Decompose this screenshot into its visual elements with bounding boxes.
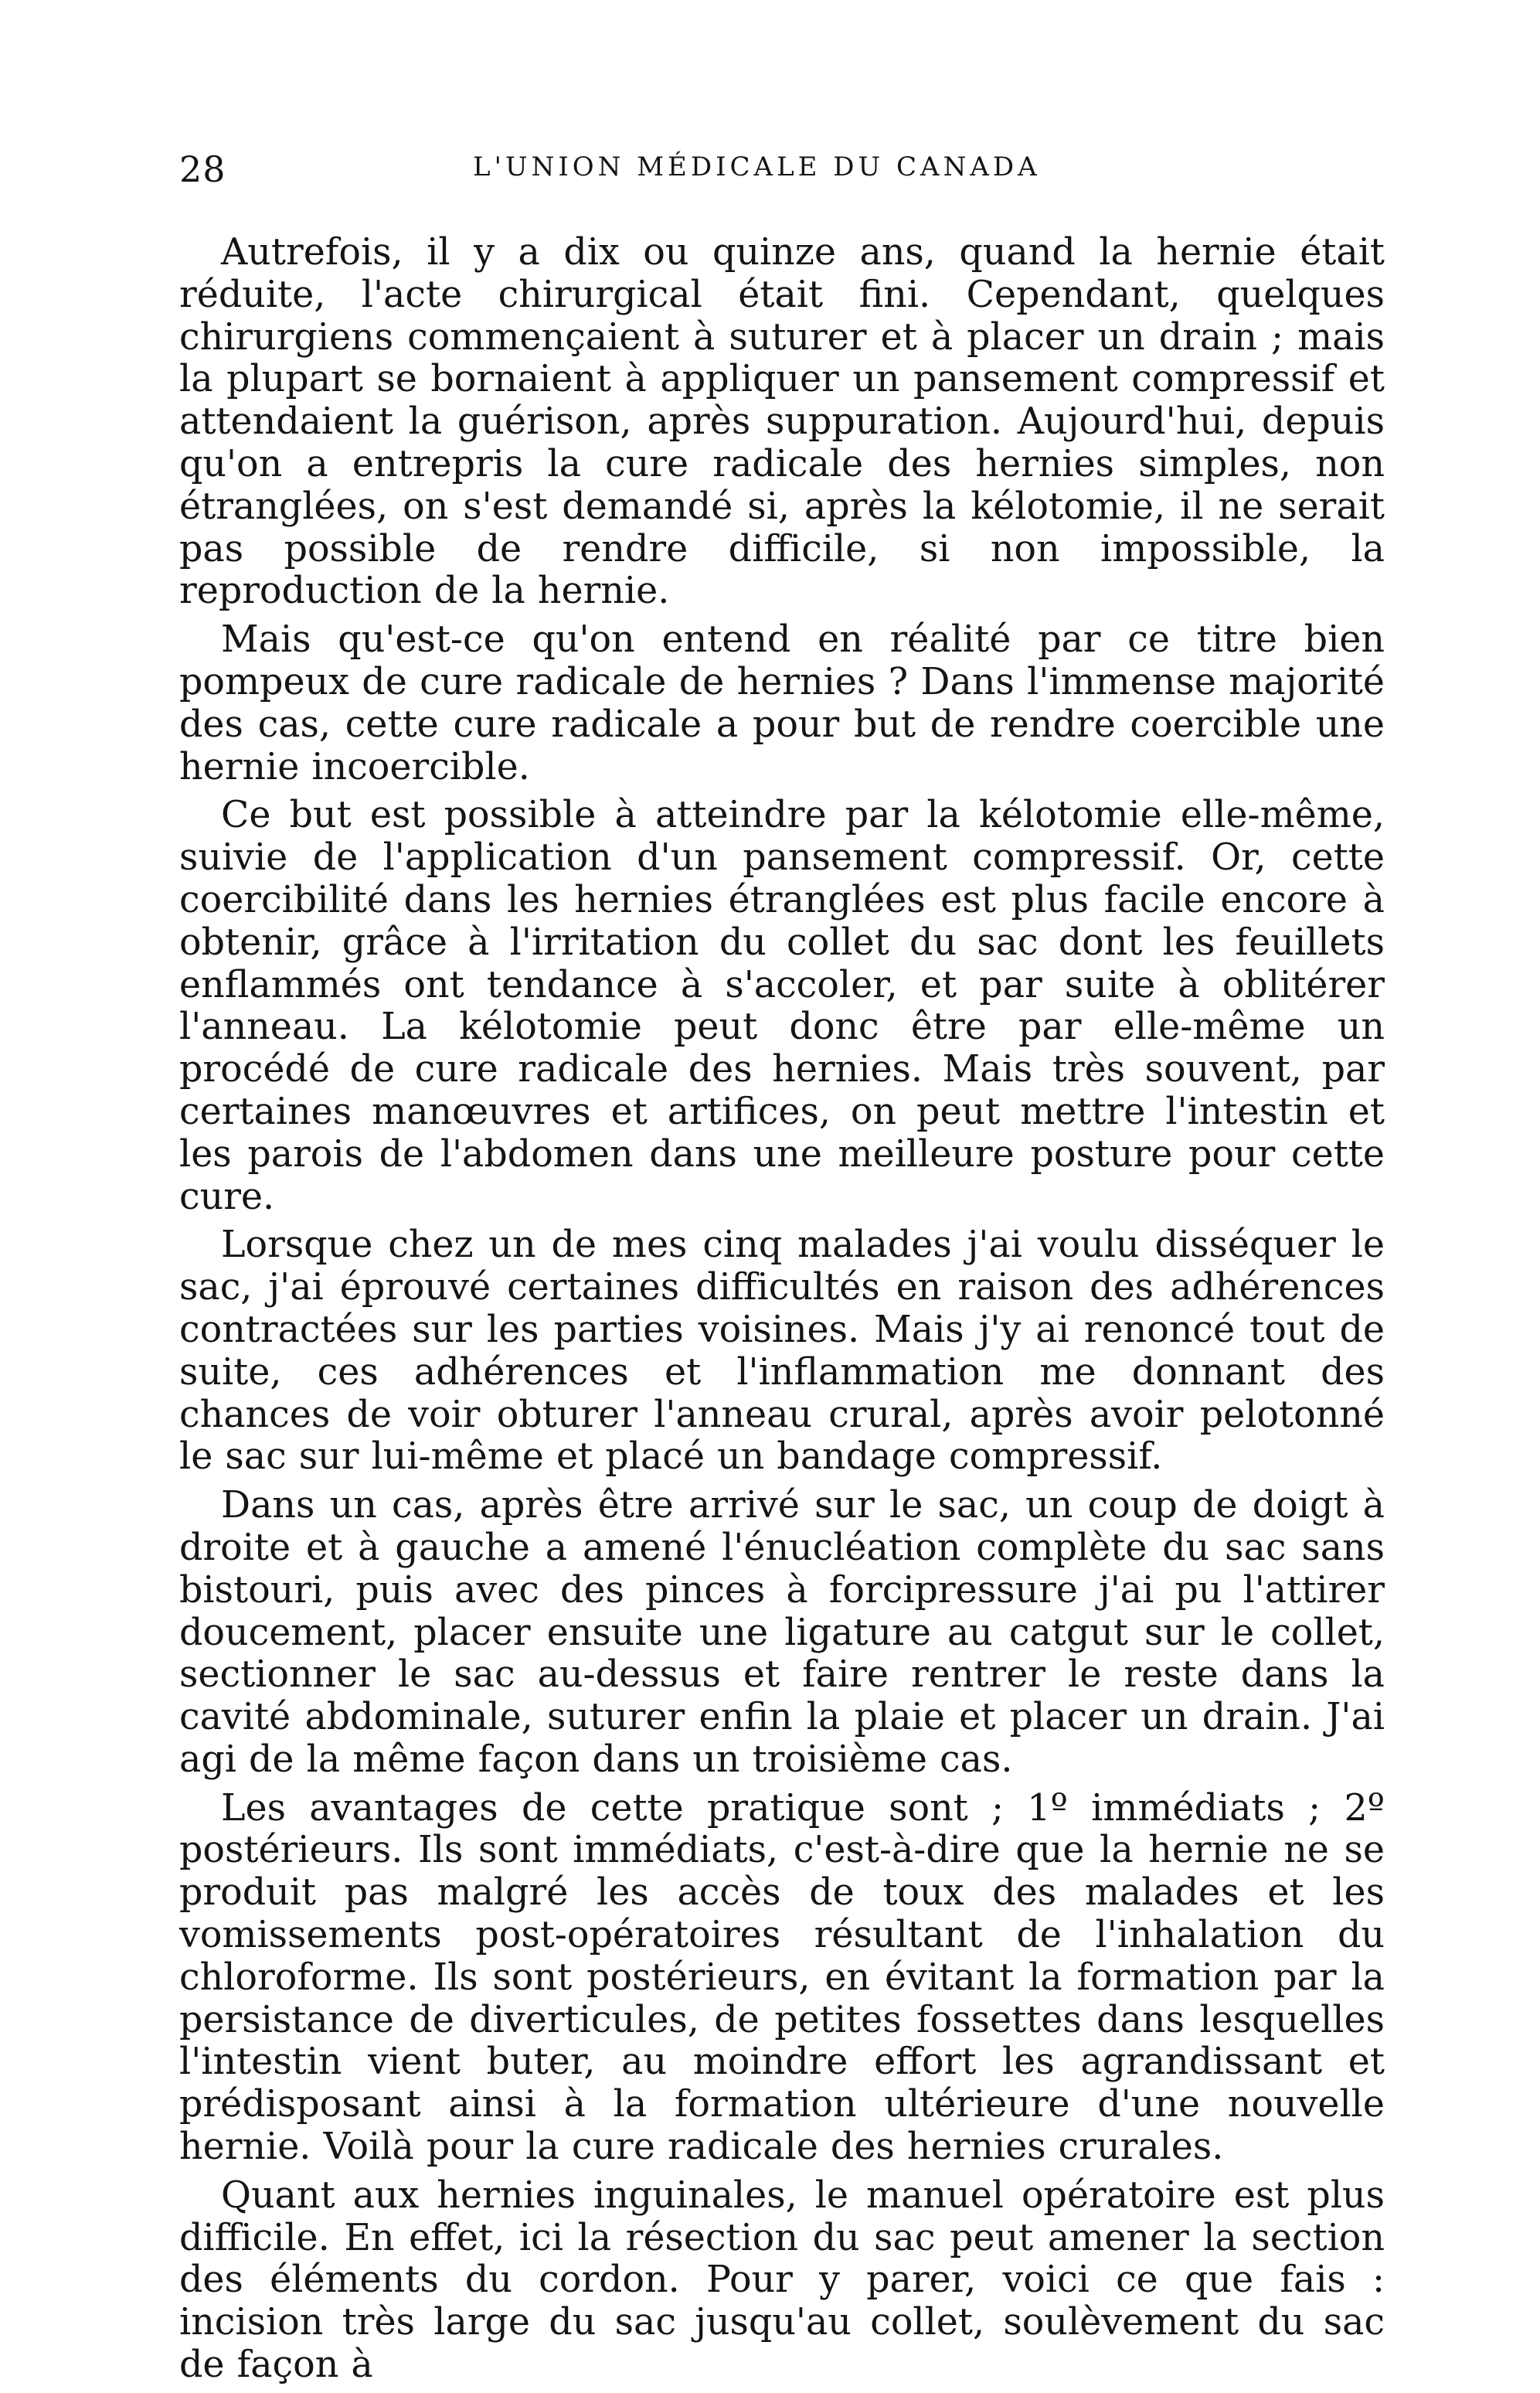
- page-number: 28: [179, 148, 226, 190]
- paragraph-3: Ce but est possible à atteindre par la kélotomie elle-même, suivie de l'application d'un pansement compressif. Or, cette coercibilité dans les hernies étranglées est plus facile encore à obtenir, grâce à l'irritation du collet du sac dont les feuillets enflammés ont tendance à s'accoler, et par suite à oblitérer l'anneau. La kélotomie peut donc être par elle-même un procédé de cure radicale des hernies. Mais très souvent, par certaines manœuvres et artifices, on peut mettre l'intestin et les parois de l'abdomen dans une meilleure posture pour cette cure.: [179, 794, 1385, 1218]
- paragraph-2: Mais qu'est-ce qu'on entend en réalité par ce titre bien pompeux de cure radicale de hernies ? Dans l'immense majorité des cas, cette cure radicale a pour but de rendre coercible une hernie incoercible.: [179, 618, 1385, 788]
- body-text: [179, 232, 1385, 2393]
- running-header: [179, 148, 1385, 195]
- paragraph-5: Dans un cas, après être arrivé sur le sac, un coup de doigt à droite et à gauche a amené l'énucléation complète du sac sans bistouri, puis avec des pinces à forcipressure j'ai pu l'attirer doucement, placer ensuite une ligature au catgut sur le collet, sectionner le sac au-dessus et faire rentrer le reste dans la cavité abdominale, suturer enfin la plaie et placer un drain. J'ai agi de la même façon dans un troisième cas.: [179, 1484, 1385, 1781]
- paragraph-1: Autrefois, il y a dix ou quinze ans, quand la hernie était réduite, l'acte chirurgical était fini. Cependant, quelques chirurgiens commençaient à suturer et à placer un drain ; mais la plupart se bornaient à appliquer un pansement compressif et attendaient la guérison, après suppuration. Aujourd'hui, depuis qu'on a entrepris la cure radicale des hernies simples, non étranglées, on s'est demandé si, après la kélotomie, il ne serait pas possible de rendre difficile, si non impossible, la reproduction de la hernie.: [179, 231, 1385, 613]
- paragraph-7: Quant aux hernies inguinales, le manuel opératoire est plus difficile. En effet, ici la résection du sac peut amener la section des éléments du cordon. Pour y parer, voici ce que fais : incision très large du sac jusqu'au collet, soulèvement du sac de façon à: [179, 2173, 1385, 2387]
- journal-title: L'UNION MÉDICALE DU CANADA: [473, 151, 1041, 182]
- paragraph-6: Les avantages de cette pratique sont ; 1º immédiats ; 2º postérieurs. Ils sont immédiats, c'est-à-dire que la hernie ne se produit pas malgré les accès de toux des malades et les vomissements post-opératoires résultant de l'inhalation du chloroforme. Ils sont postérieurs, en évitant la formation par la persistance de diverticules, de petites fossettes dans lesquelles l'intestin vient buter, au moindre effort les agrandissant et prédisposant ainsi à la formation ultérieure d'une nouvelle hernie. Voilà pour la cure radicale des hernies crurales.: [179, 1786, 1385, 2169]
- paragraph-4: Lorsque chez un de mes cinq malades j'ai voulu disséquer le sac, j'ai éprouvé certaines difficultés en raison des adhérences contractées sur les parties voisines. Mais j'y ai renoncé tout de suite, ces adhérences et l'inflammation me donnant des chances de voir obturer l'anneau crural, après avoir pelotonné le sac sur lui-même et placé un bandage compressif.: [179, 1224, 1385, 1479]
